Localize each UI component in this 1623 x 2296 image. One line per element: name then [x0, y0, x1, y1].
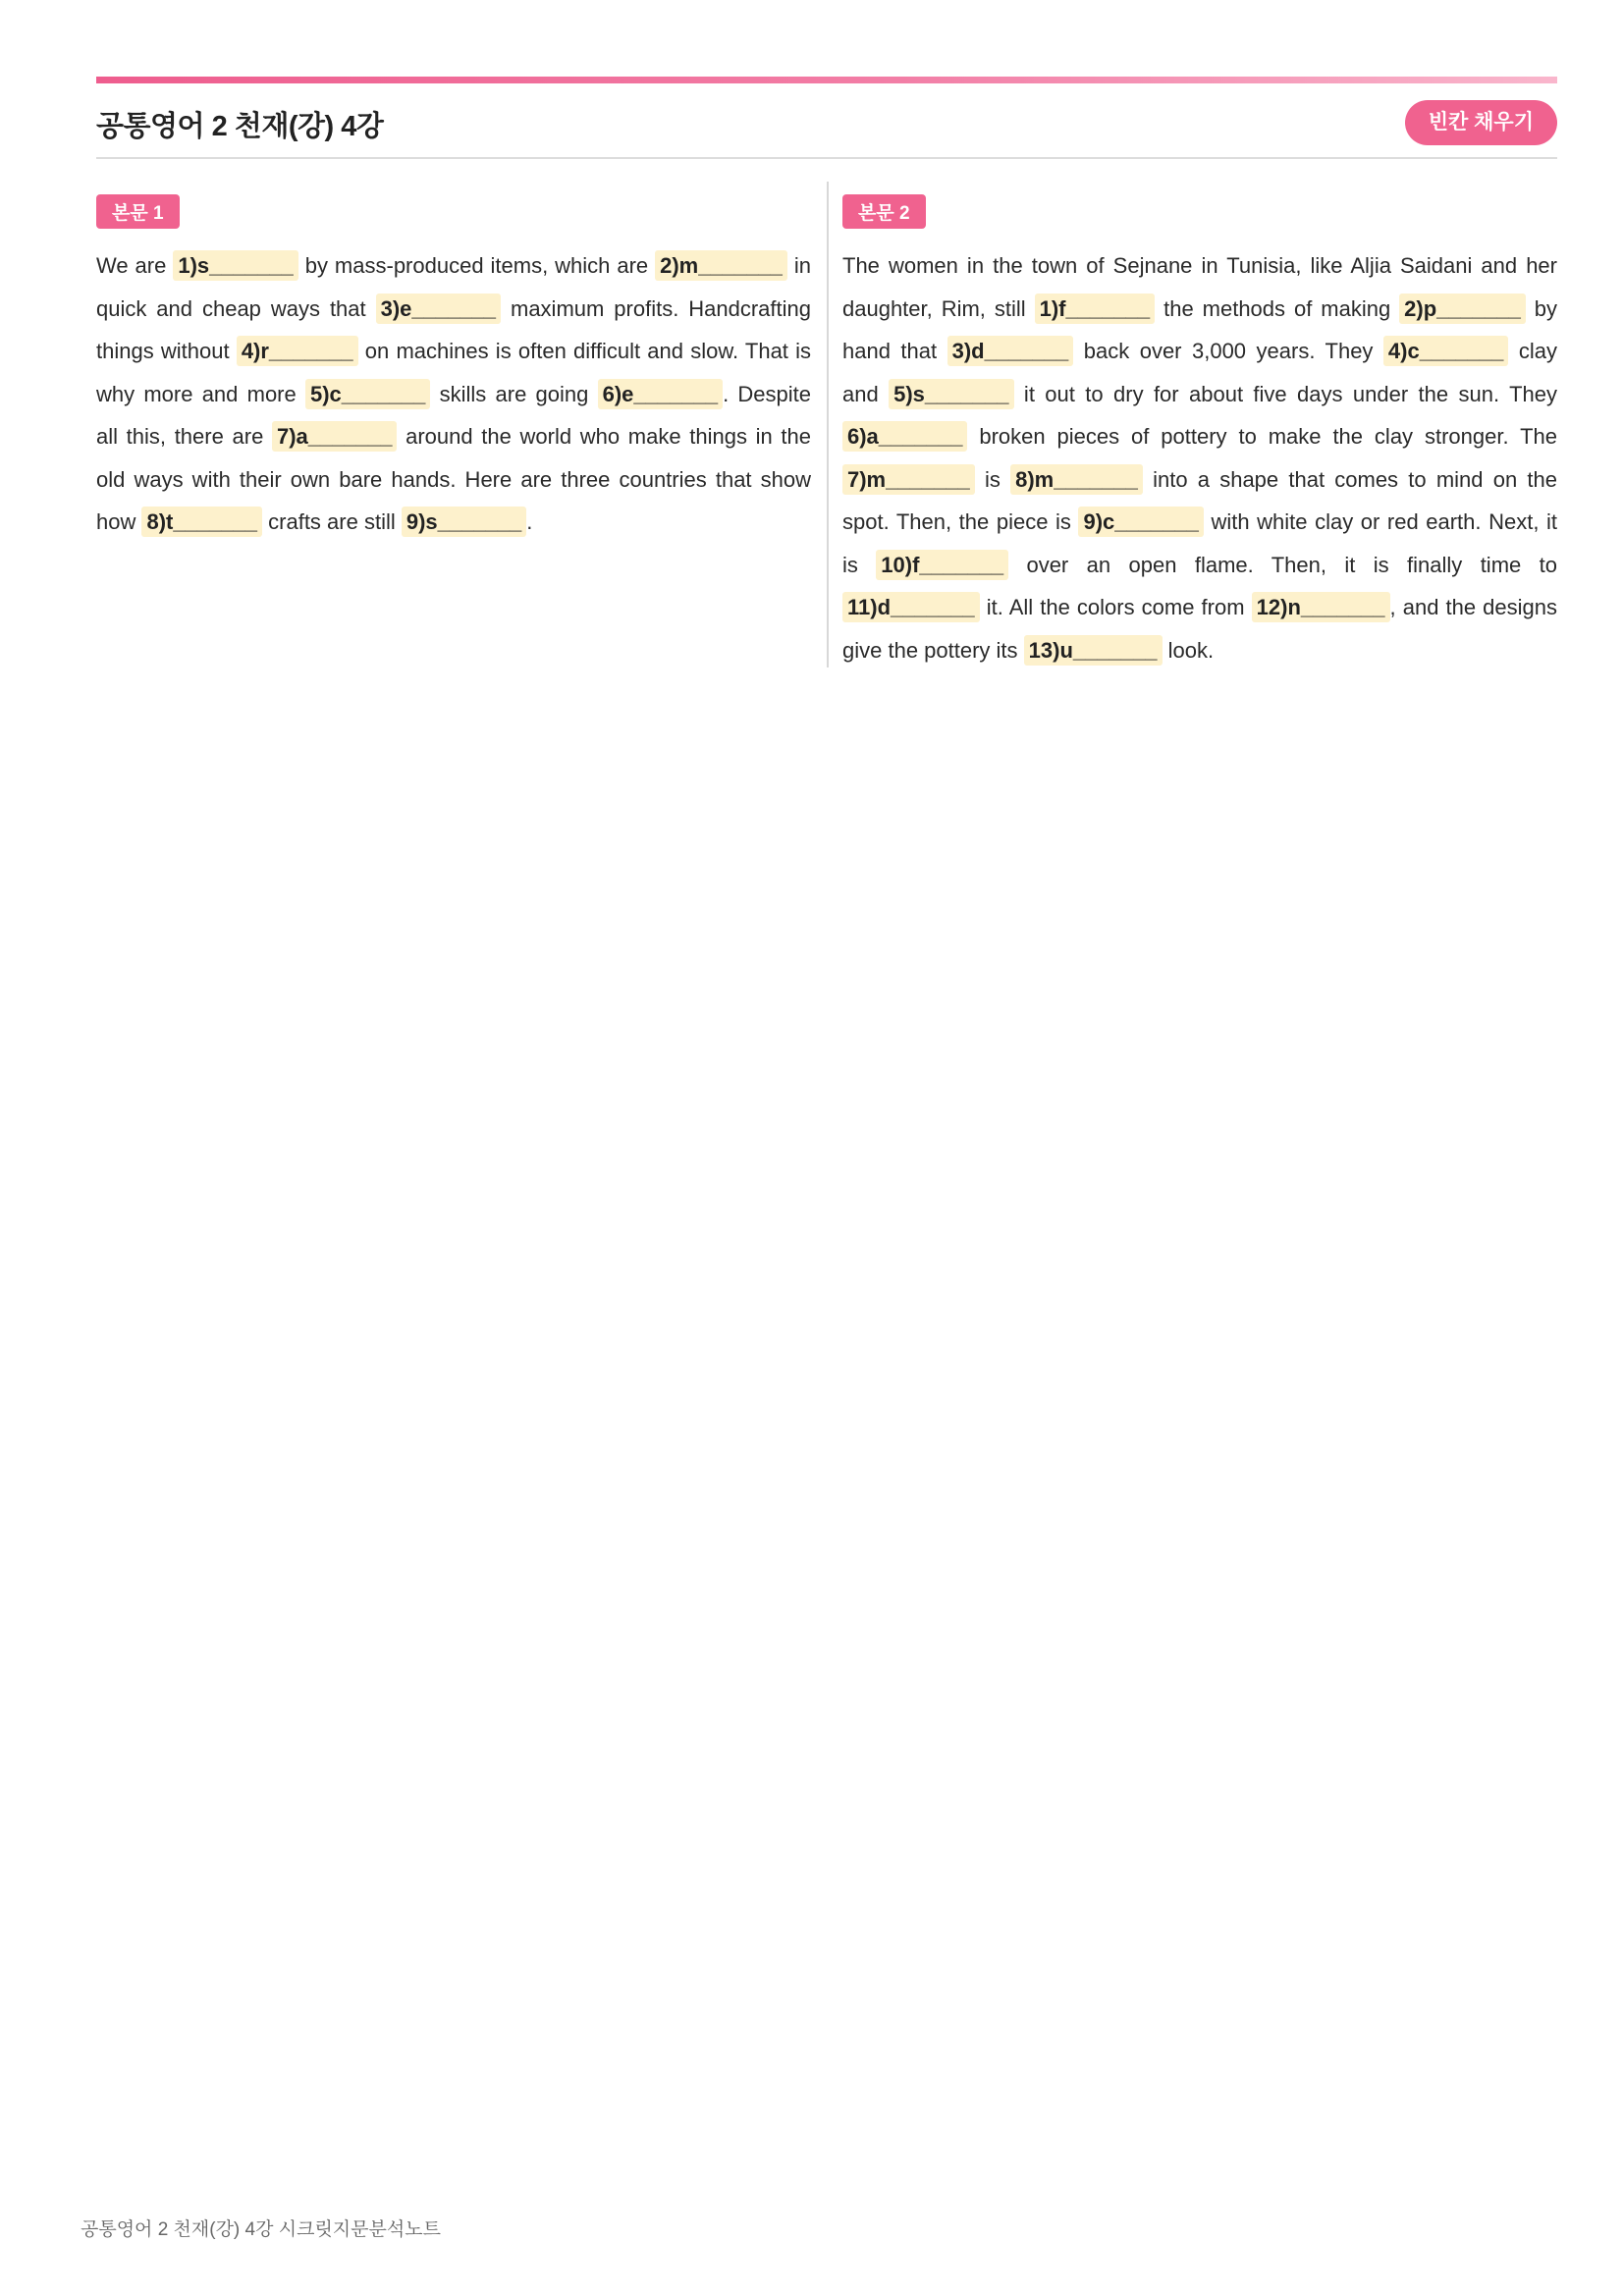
blank-field: 2)p_______	[1399, 294, 1526, 324]
passage-section-1	[96, 182, 811, 544]
passage-text-run: , and the designs give the pottery its	[842, 595, 1557, 663]
blank-field: 7)m_______	[842, 464, 975, 495]
blank-field: 4)c_______	[1383, 336, 1508, 366]
passage-text-run: back over 3,000 years. They	[1073, 339, 1383, 363]
passage-text-run: with white clay or red earth. Next, it is	[842, 509, 1557, 577]
passage-text-run: it out to dry for about five days under the sun. They	[1013, 381, 1557, 406]
blank-field: 3)d_______	[947, 336, 1074, 366]
passage-text-run: by hand that	[842, 295, 1558, 363]
blank-field: 11)d_______	[842, 592, 980, 622]
section-label: 본문 1	[96, 194, 180, 229]
passage-text-run: The women in the town of Sejnane in Tunisia, like Aljia Saidani and her daughter, Rim, still	[842, 253, 1557, 321]
passage-text-run: crafts are still	[262, 509, 402, 534]
passage-text-run: over an open flame. Then, it is finally time to	[1008, 552, 1557, 577]
passage-text-run: clay and	[842, 339, 1557, 406]
blank-field: 13)u_______	[1024, 635, 1163, 666]
blank-field: 1)s_______	[173, 250, 298, 281]
column-divider	[827, 182, 829, 667]
blank-field: 1)f_______	[1035, 294, 1156, 324]
mode-badge: 빈칸 채우기	[1405, 100, 1557, 145]
passage-text-run: into a shape that comes to mind on the spot. Then, the piece is	[842, 466, 1557, 534]
passage-text-run: on machines is often difficult and slow. That is why more and more	[96, 339, 812, 406]
blank-field: 3)e_______	[376, 294, 501, 324]
blank-field: 5)c_______	[305, 379, 430, 409]
passage-text-run: around the world who make things in the old ways with their own bare hands. Here are three countries that show how	[96, 424, 812, 534]
blank-field: 10)f_______	[876, 550, 1008, 580]
blank-field: 4)r_______	[237, 336, 358, 366]
blank-field: 6)a_______	[842, 421, 967, 452]
passage-text-run: look.	[1162, 637, 1215, 663]
passage-text-run: it. All the colors come from	[979, 595, 1252, 619]
passage-text-run: . Despite all this, there are	[96, 381, 811, 449]
blank-field: 5)s_______	[889, 379, 1013, 409]
passage-text-run: broken pieces of pottery to make the clay stronger. The	[967, 424, 1557, 449]
passage-section-2	[842, 182, 1557, 671]
blank-field: 7)a_______	[272, 421, 397, 452]
blank-field: 8)m_______	[1010, 464, 1143, 495]
header-accent-bar	[96, 77, 1557, 83]
page-title: 공통영어 2 천재(강) 4강	[96, 111, 384, 142]
blank-field: 12)n_______	[1252, 592, 1390, 622]
passage-columns	[96, 182, 1557, 667]
passage-text	[96, 244, 811, 544]
passage-text-run: by mass-produced items, which are	[298, 253, 656, 278]
passage-text-run: We are	[96, 253, 174, 278]
passage-text-run: skills are going	[430, 381, 598, 406]
passage-text-run: in quick and cheap ways that	[96, 253, 811, 321]
blank-field: 8)t_______	[141, 507, 262, 537]
blank-field: 6)e_______	[598, 379, 723, 409]
passage-text-run: the methods of making	[1155, 295, 1400, 321]
passage-text-run: is	[974, 466, 1011, 492]
passage-text-run: .	[526, 509, 533, 534]
passage-text	[842, 244, 1557, 671]
passage-text-run: maximum profits. Handcrafting things without	[96, 295, 811, 363]
blank-field: 9)c_______	[1078, 507, 1203, 537]
page-header	[96, 98, 1557, 159]
page-footer: 공통영어 2 천재(강) 4강 시크릿지문분석노트	[81, 2219, 441, 2240]
blank-field: 2)m_______	[655, 250, 787, 281]
section-label: 본문 2	[842, 194, 926, 229]
blank-field: 9)s_______	[402, 507, 526, 537]
